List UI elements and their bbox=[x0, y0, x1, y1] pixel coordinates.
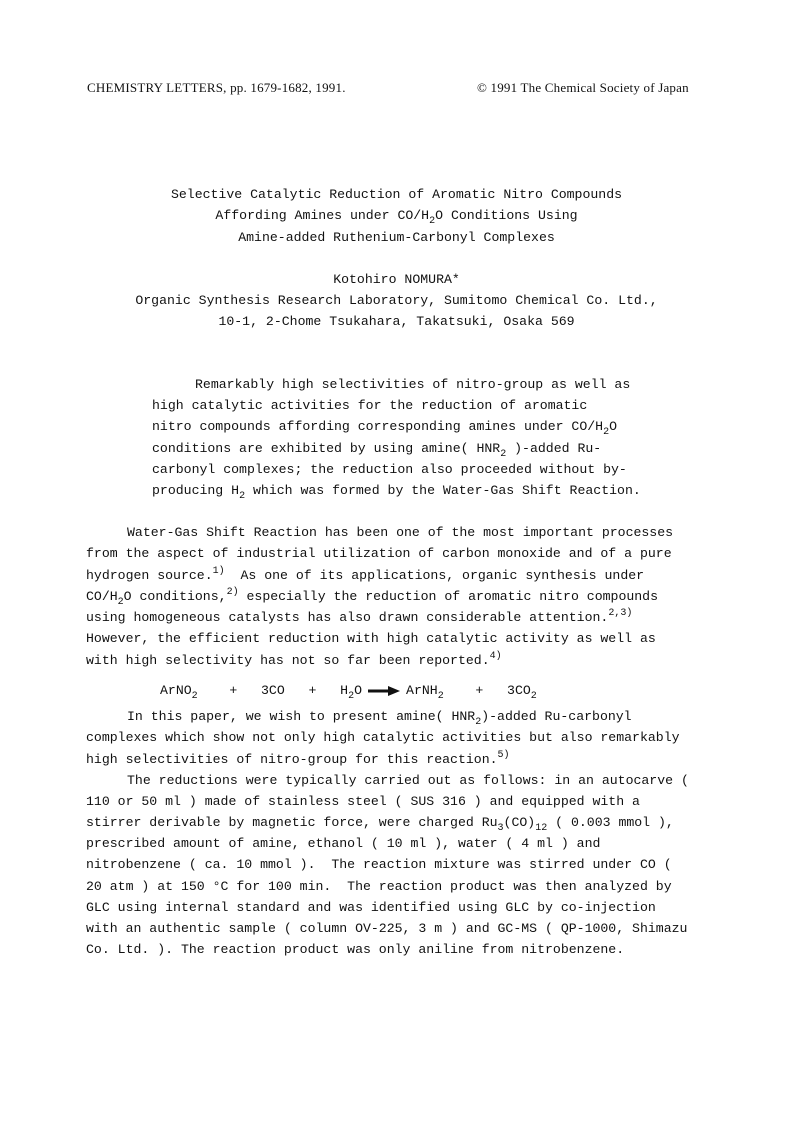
author-address: 10-1, 2-Chome Tsukahara, Takatsuki, Osaka 569 bbox=[218, 314, 575, 329]
abstract-line: Remarkably high selectivities of nitro-group as well as bbox=[195, 377, 631, 392]
body-line: prescribed amount of amine, ethanol ( 10 ml ), water ( 4 ml ) and bbox=[86, 836, 601, 851]
author-affiliation: Organic Synthesis Research Laboratory, Sumitomo Chemical Co. Ltd., bbox=[135, 293, 658, 308]
reaction-arrow-icon bbox=[366, 686, 402, 696]
body-line: with an authentic sample ( column OV-225, 3 m ) and GC-MS ( QP-1000, Shimazu bbox=[86, 921, 688, 936]
body-line: GLC using internal standard and was identified using GLC by co-injection bbox=[86, 900, 656, 915]
title-line-2: Affording Amines under $CO/H_2O$ Conditions Using bbox=[215, 208, 578, 227]
reaction-equation: ArNO$_2$ + 3CO + $H_2O$ ArNH$_2$ + $3CO_2$ bbox=[160, 683, 537, 702]
body-line: high selectivities of nitro-group for this reaction.$^{5)}$ bbox=[86, 750, 510, 767]
body-line: 110 or 50 ml ) made of stainless steel ( SUS 316 ) and equipped with a bbox=[86, 794, 640, 809]
body-line: However, the efficient reduction with high catalytic activity as well as bbox=[86, 631, 656, 646]
body-line: In this paper, we wish to present amine( $HNR_2$)-added Ru-carbonyl bbox=[127, 709, 632, 728]
journal-citation: CHEMISTRY LETTERS, pp. 1679-1682, 1991. bbox=[87, 80, 346, 95]
body-line: from the aspect of industrial utilization of carbon monoxide and of a pure bbox=[86, 546, 672, 561]
body-line: stirrer derivable by magnetic force, were charged $Ru_3(CO)_{12}$ ( 0.003 mmol ), bbox=[86, 815, 674, 834]
abstract-line: nitro compounds affording corresponding amines under $CO/H_2O$ bbox=[152, 419, 618, 438]
body-line: $CO/H_2O$ conditions,$^{2)}$ especially the reduction of aromatic nitro compounds bbox=[86, 587, 659, 608]
body-line: using homogeneous catalysts has also drawn considerable attention.$^{2,3)}$ bbox=[86, 608, 633, 625]
copyright-notice: © 1991 The Chemical Society of Japan bbox=[477, 80, 689, 95]
body-line: 20 atm ) at 150 °C for 100 min. The reaction product was then analyzed by bbox=[86, 879, 672, 894]
body-line: Co. Ltd. ). The reaction product was only aniline from nitrobenzene. bbox=[86, 942, 625, 957]
abstract-line: conditions are exhibited by using amine( $HNR_2$ )-added Ru- bbox=[152, 441, 602, 460]
author-name: Kotohiro NOMURA* bbox=[333, 272, 460, 287]
abstract-line: producing $H_2$ which was formed by the Water-Gas Shift Reaction. bbox=[152, 483, 641, 502]
body-line: nitrobenzene ( ca. 10 mmol ). The reaction mixture was stirred under CO ( bbox=[86, 857, 672, 872]
title-line-3: Amine-added Ruthenium-Carbonyl Complexes bbox=[238, 230, 555, 245]
body-line: with high selectivity has not so far been reported.$^{4)}$ bbox=[86, 651, 502, 668]
body-line: complexes which show not only high catalytic activities but also remarkably bbox=[86, 730, 680, 745]
abstract-line: high catalytic activities for the reduction of aromatic bbox=[152, 398, 588, 413]
body-line: hydrogen source.$^{1)}$ As one of its applications, organic synthesis under bbox=[86, 566, 645, 583]
body-line: Water-Gas Shift Reaction has been one of the most important processes bbox=[127, 525, 674, 540]
title-line-1: Selective Catalytic Reduction of Aromatic Nitro Compounds bbox=[170, 187, 623, 202]
body-line: The reductions were typically carried out as follows: in an autocarve ( bbox=[127, 773, 689, 788]
abstract-line: carbonyl complexes; the reduction also proceeded without by- bbox=[152, 462, 627, 477]
